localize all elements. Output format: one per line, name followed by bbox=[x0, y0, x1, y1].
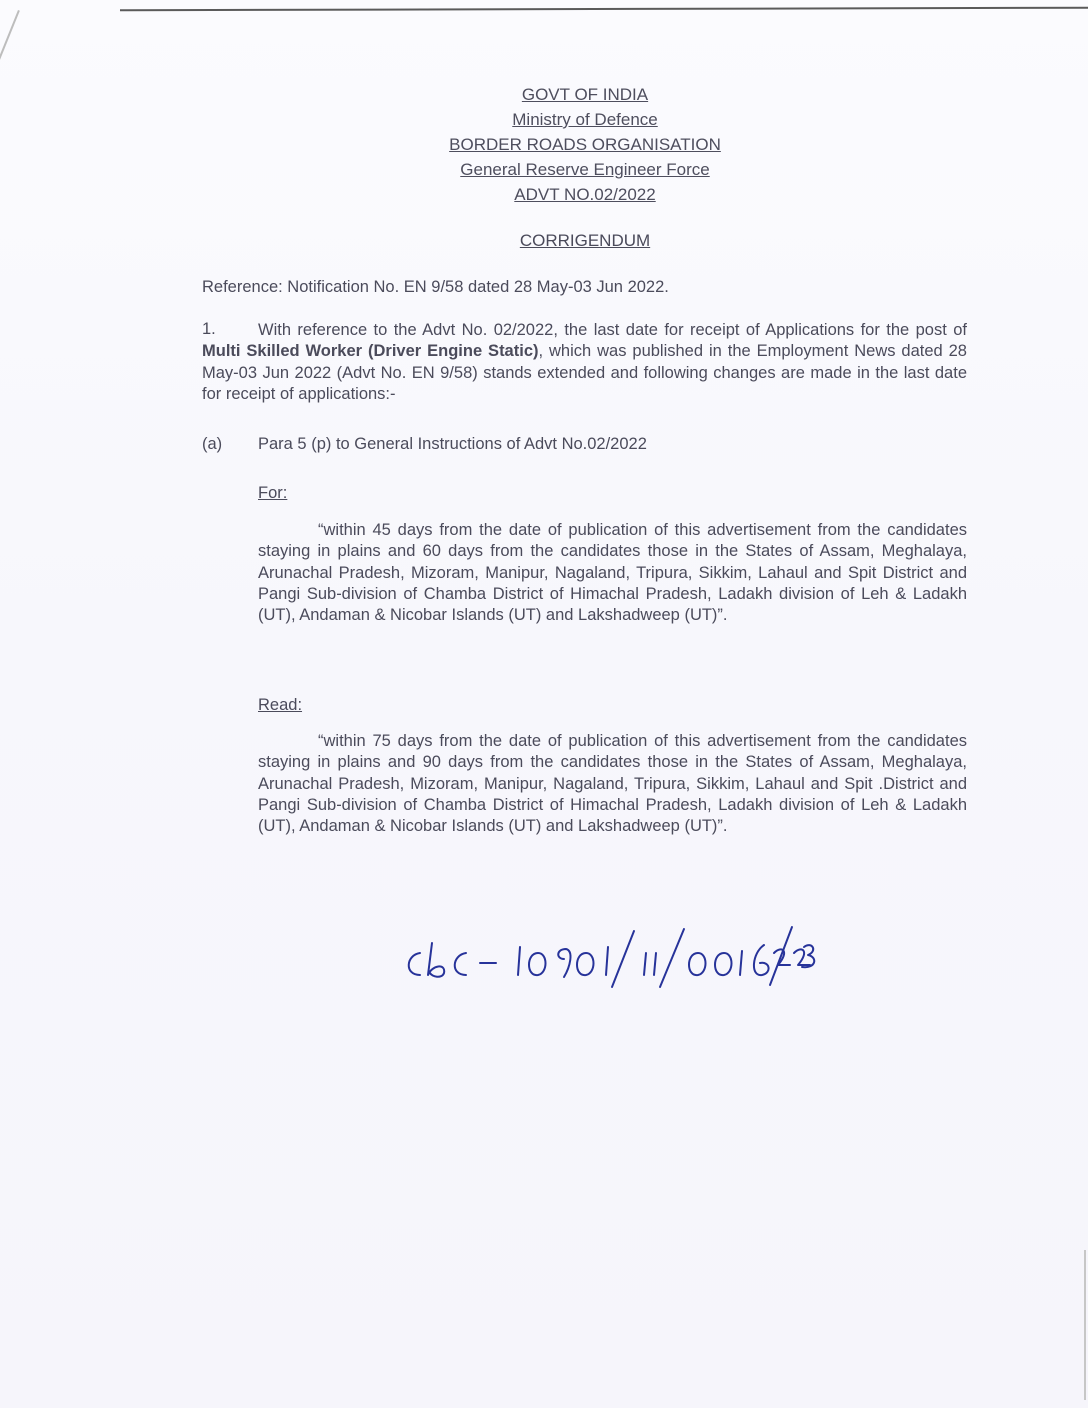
for-text: “within 45 days from the date of publication of this advertisement from the candidates staying in plains and 60 days from the candidates those in the States of Assam, Meghalaya, Arunachal Pradesh, Mizoram, Manipur, Nagaland, Tripura, Sikkim, Lahaul and Spit District and Pangi Sub-division of Chamba District of Himachal Pradesh, Ladakh division of Leh & Ladakh (UT), Andaman & Nicobar Islands (UT) and Lakshadweep (UT)”. bbox=[258, 521, 967, 625]
para-number: 1. bbox=[202, 320, 216, 338]
header-force: General Reserve Engineer Force bbox=[460, 160, 710, 179]
scan-right-edge bbox=[1084, 1250, 1086, 1400]
document-title: CORRIGENDUM bbox=[519, 231, 651, 250]
for-label: For: bbox=[258, 484, 288, 502]
read-text: “within 75 days from the date of publication of this advertisement from the candidates staying in plains and 90 days from the candidates those in the States of Assam, Meghalaya, Arunachal Pradesh, Mizoram, Manipur, Nagaland, Tripura, Sikkim, Lahaul and Spit .District and Pangi Sub-division of Chamba District of Himachal Pradesh, Ladakh division of Leh & Ladakh (UT), Andaman & Nicobar Islands (UT) and Lakshadweep (UT)”. bbox=[258, 732, 967, 836]
header-advt-no: ADVT NO.02/2022 bbox=[514, 185, 656, 204]
handwritten-reference bbox=[398, 925, 818, 995]
sub-para-label: (a) bbox=[202, 435, 223, 453]
read-label: Read: bbox=[258, 696, 303, 714]
para-1-text-b: , which was published in the Employment News dated 28 May-03 Jun 2022 (Advt No. EN 9/58) stands extended and following changes are made in the last date for receipt of applications:- bbox=[202, 342, 967, 403]
sub-para-text: Para 5 (p) to General Instructions of Advt No.02/2022 bbox=[258, 435, 647, 453]
header-organisation: BORDER ROADS ORGANISATION bbox=[449, 135, 721, 154]
header-govt: GOVT OF INDIA bbox=[521, 85, 649, 104]
scan-left-edge bbox=[0, 10, 20, 289]
letterhead bbox=[380, 82, 790, 207]
para-1-text-a: With reference to the Advt No. 02/2022, the last date for receipt of Applications for the post of bbox=[258, 321, 967, 339]
reference-line: Reference: Notification No. EN 9/58 dated 28 May-03 Jun 2022. bbox=[202, 278, 669, 296]
post-name: Multi Skilled Worker (Driver Engine Static) bbox=[202, 342, 539, 361]
header-ministry: Ministry of Defence bbox=[512, 110, 658, 129]
scan-top-edge bbox=[120, 7, 1088, 12]
para-1 bbox=[202, 320, 967, 405]
